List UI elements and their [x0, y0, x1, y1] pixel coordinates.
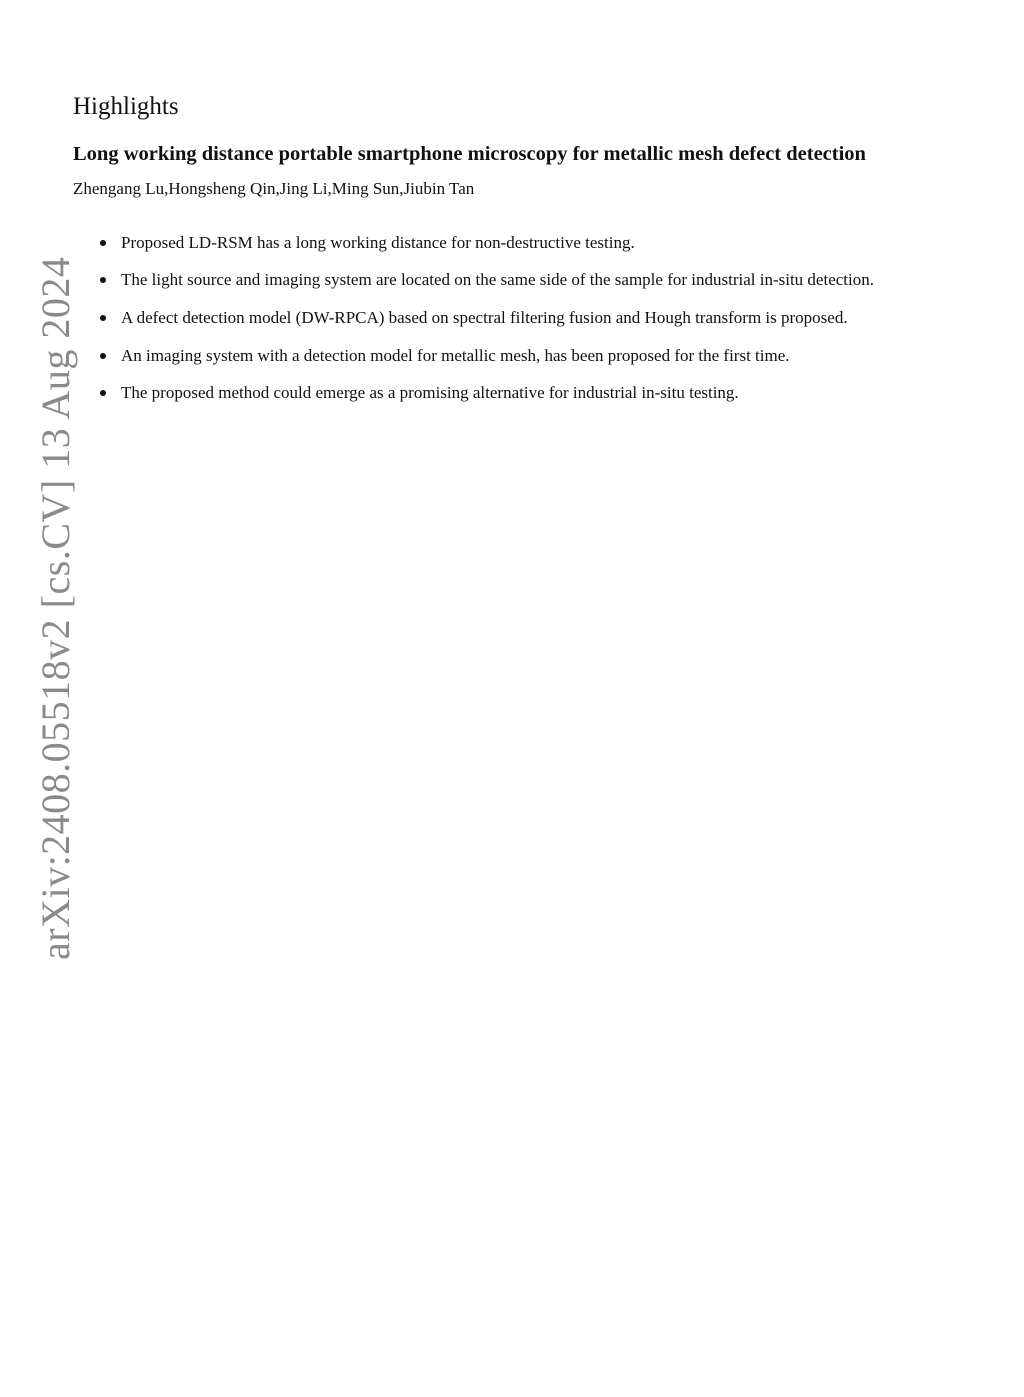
- bullet-icon: [100, 390, 106, 396]
- bullet-icon: [100, 315, 106, 321]
- highlight-item: [100, 307, 973, 329]
- highlight-item: [100, 232, 973, 254]
- author-list: Zhengang Lu,Hongsheng Qin,Jing Li,Ming Sun,Jiubin Tan: [73, 178, 475, 198]
- highlights-page: [73, 92, 973, 420]
- bullet-icon: [100, 240, 106, 246]
- section-heading: Highlights: [73, 93, 179, 120]
- highlight-text: The proposed method could emerge as a promising alternative for industrial in-situ testing.: [121, 383, 739, 403]
- paper-title: Long working distance portable smartphone microscopy for metallic mesh defect detection: [73, 143, 866, 165]
- highlight-text: Proposed LD-RSM has a long working distance for non-destructive testing.: [121, 232, 635, 252]
- highlight-text: A defect detection model (DW-RPCA) based on spectral filtering fusion and Hough transform is proposed.: [121, 307, 848, 327]
- highlight-item: [100, 382, 973, 404]
- highlight-item: [100, 345, 973, 367]
- bullet-icon: [100, 277, 106, 283]
- arxiv-identifier: arXiv:2408.05518v2 [cs.CV] 13 Aug 2024: [33, 256, 78, 960]
- highlight-item: [100, 269, 973, 291]
- highlight-text: An imaging system with a detection model for metallic mesh, has been proposed for the first time.: [121, 345, 790, 365]
- highlights-list: [100, 232, 973, 404]
- highlight-text: The light source and imaging system are located on the same side of the sample for industrial in-situ detection.: [121, 270, 874, 290]
- bullet-icon: [100, 353, 106, 359]
